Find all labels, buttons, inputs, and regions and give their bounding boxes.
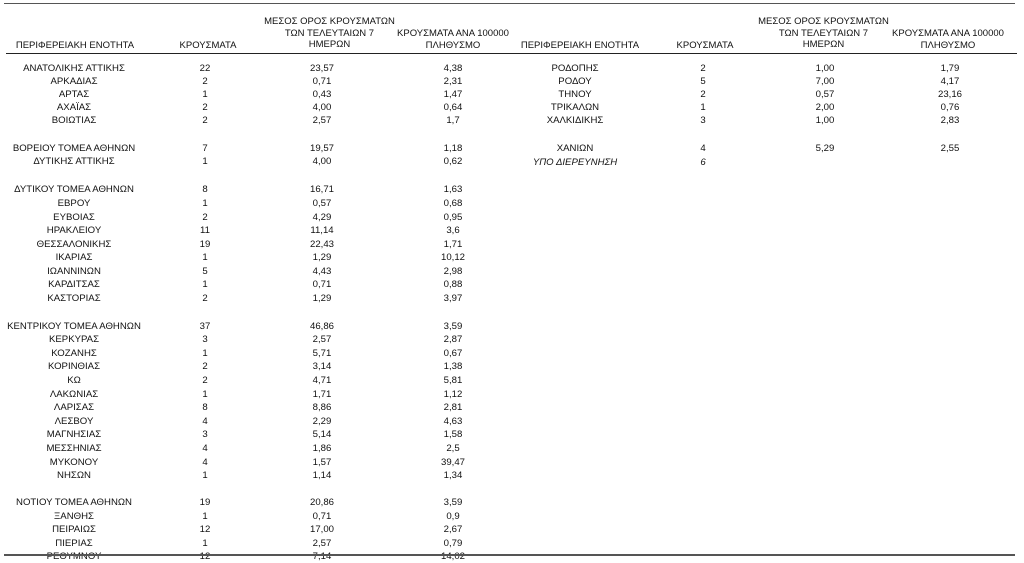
header-avg-line2: ΤΩΝ ΤΕΛΕΥΤΑΙΩΝ 7: [778, 27, 869, 39]
cell-region: ΝΟΤΙΟΥ ΤΟΜΕΑ ΑΘΗΝΩΝ: [16, 497, 132, 508]
cell-region: ΒΟΙΩΤΙΑΣ: [51, 115, 97, 126]
table-row: [0, 278, 1024, 291]
table-row: [0, 101, 1024, 114]
cell-per100k: 0,95: [443, 212, 463, 223]
cell-region: ΤΡΙΚΑΛΩΝ: [550, 102, 600, 113]
cell-region: ΤΗΝΟΥ: [558, 89, 592, 100]
cell-cases: 6: [700, 157, 706, 168]
cell-region: ΘΕΣΣΑΛΟΝΙΚΗΣ: [36, 239, 112, 250]
table-row: [0, 211, 1024, 224]
cell-avg7: 1,57: [312, 457, 332, 468]
table-row: [0, 401, 1024, 414]
header-avg-line1: ΜΕΣΟΣ ΟΡΟΣ ΚΡΟΥΣΜΑΤΩΝ: [264, 16, 395, 27]
table-row: [0, 88, 1024, 101]
cell-cases: 7: [202, 143, 208, 154]
cell-cases: 1: [202, 470, 208, 481]
table-row: [0, 550, 1024, 563]
header-avg-line3: ΗΜΕΡΩΝ: [308, 39, 351, 50]
table-row: [0, 114, 1024, 127]
cell-region: ΛΕΣΒΟΥ: [54, 416, 94, 427]
cell-avg7: 2,57: [312, 538, 332, 549]
cell-region: ΥΠΟ ΔΙΕΡΕΥΝΗΣΗ: [532, 157, 618, 168]
cell-avg7: 20,86: [309, 497, 335, 508]
cell-per100k: 1,7: [446, 115, 460, 126]
cell-avg7: 17,00: [309, 524, 335, 535]
cell-per100k: 4,38: [443, 63, 463, 74]
cell-avg7: 3,14: [312, 361, 332, 372]
cell-region: ΠΕΙΡΑΙΩΣ: [52, 524, 96, 535]
cell-region: ΑΡΚΑΔΙΑΣ: [50, 76, 98, 87]
cell-avg7: 2,57: [312, 115, 332, 126]
cell-cases: 1: [202, 511, 208, 522]
cell-cases: 1: [202, 89, 208, 100]
cell-avg7: 11,14: [310, 225, 334, 236]
cell-per100k: 0,68: [443, 198, 463, 209]
cell-avg7: 4,71: [312, 375, 332, 386]
cell-region: ΑΧΑΪΑΣ: [56, 102, 92, 113]
cell-per100k: 14,02: [440, 551, 466, 562]
cell-per100k: 2,83: [940, 115, 960, 126]
table-row: [0, 347, 1024, 360]
table-row: [0, 415, 1024, 428]
cell-region: ΞΑΝΘΗΣ: [54, 511, 94, 522]
cell-region: ΜΑΓΝΗΣΙΑΣ: [46, 429, 102, 440]
cell-region: ΚΟΡΙΝΘΙΑΣ: [47, 361, 101, 372]
cell-cases: 3: [202, 334, 208, 345]
cell-per100k: 1,63: [443, 184, 463, 195]
table-row: [0, 388, 1024, 401]
cell-cases: 1: [202, 389, 208, 400]
cell-cases: 1: [202, 279, 208, 290]
cell-region: ΧΑΝΙΩΝ: [556, 143, 594, 154]
cell-per100k: 2,31: [443, 76, 463, 87]
table-row: [0, 292, 1024, 305]
table-row: [0, 238, 1024, 251]
cell-avg7: 0,71: [312, 76, 332, 87]
cell-cases: 11: [200, 225, 210, 236]
cell-cases: 19: [199, 239, 211, 250]
cell-cases: 2: [202, 102, 208, 113]
cell-cases: 12: [199, 524, 211, 535]
table-row: [0, 183, 1024, 196]
header-underline-left: [6, 53, 519, 54]
cell-avg7: 0,71: [312, 511, 332, 522]
cell-avg7: 1,14: [312, 470, 332, 481]
cell-avg7: 4,00: [312, 156, 332, 167]
cell-avg7: 1,29: [312, 293, 332, 304]
cell-per100k: 4,63: [443, 416, 463, 427]
cell-per100k: 1,47: [443, 89, 463, 100]
table-row: [0, 360, 1024, 373]
cell-avg7: 23,57: [309, 63, 335, 74]
cell-per100k: 3,59: [443, 497, 463, 508]
cell-cases: 5: [700, 76, 706, 87]
cell-cases: 37: [199, 321, 211, 332]
cell-avg7: 22,43: [309, 239, 335, 250]
cell-avg7: 0,57: [312, 198, 332, 209]
cell-avg7: 46,86: [309, 321, 335, 332]
cell-avg7: 1,29: [312, 252, 332, 263]
cell-region: ΗΡΑΚΛΕΙΟΥ: [46, 225, 102, 236]
cell-region: ΙΚΑΡΙΑΣ: [55, 252, 93, 263]
cell-per100k: 2,67: [443, 524, 463, 535]
cell-avg7: 1,00: [815, 63, 835, 74]
cell-cases: 4: [202, 443, 208, 454]
cell-cases: 3: [700, 115, 706, 126]
cell-avg7: 19,57: [309, 143, 335, 154]
top-rule: [4, 3, 1015, 4]
cell-cases: 2: [202, 115, 208, 126]
cell-cases: 8: [202, 402, 208, 413]
cell-per100k: 1,58: [443, 429, 463, 440]
cell-cases: 1: [202, 348, 208, 359]
table-row: [0, 442, 1024, 455]
cell-cases: 1: [202, 156, 208, 167]
header-avg-left: [262, 16, 397, 51]
cell-cases: 12: [199, 551, 211, 562]
cell-per100k: 2,81: [443, 402, 463, 413]
table-row: [0, 320, 1024, 333]
cell-cases: 2: [202, 212, 208, 223]
table-row: [0, 251, 1024, 264]
cell-region: ΚΕΡΚΥΡΑΣ: [48, 334, 100, 345]
cell-per100k: 0,62: [443, 156, 463, 167]
cell-per100k: 0,88: [443, 279, 463, 290]
cell-region: ΔΥΤΙΚΟΥ ΤΟΜΕΑ ΑΘΗΝΩΝ: [14, 184, 134, 195]
cell-region: ΚΩ: [67, 375, 81, 386]
cell-region: ΒΟΡΕΙΟΥ ΤΟΜΕΑ ΑΘΗΝΩΝ: [12, 143, 136, 154]
table-row: [0, 156, 1024, 169]
cell-avg7: 2,57: [312, 334, 332, 345]
table-row: [0, 333, 1024, 346]
header-avg-right: [756, 16, 891, 51]
cell-per100k: 3,6: [446, 225, 460, 236]
cell-per100k: 1,71: [443, 239, 463, 250]
cell-cases: 8: [202, 184, 208, 195]
header-per100k-line1: ΚΡΟΥΣΜΑΤΑ ΑΝΑ 100000: [397, 28, 509, 39]
table-row: [0, 523, 1024, 536]
header-avg-line3: ΗΜΕΡΩΝ: [802, 39, 845, 50]
header-per100k-line2: ΠΛΗΘΥΣΜΟ: [920, 39, 976, 51]
cell-per100k: 2,5: [446, 443, 460, 454]
cell-avg7: 4,29: [312, 212, 332, 223]
cell-avg7: 5,14: [312, 429, 332, 440]
cell-per100k: 1,18: [443, 143, 463, 154]
cell-cases: 2: [202, 76, 208, 87]
cell-per100k: 10,12: [440, 252, 466, 263]
cell-per100k: 1,34: [443, 470, 463, 481]
cell-avg7: 4,00: [312, 102, 332, 113]
cell-per100k: 0,64: [443, 102, 463, 113]
cell-region: ΝΗΣΩΝ: [57, 470, 91, 481]
header-underline-right: [517, 53, 1017, 54]
table-row: [0, 75, 1024, 88]
cell-per100k: 2,98: [443, 266, 463, 277]
cell-region: ΛΑΚΩΝΙΑΣ: [49, 389, 99, 400]
cell-per100k: 2,55: [940, 143, 960, 154]
cell-avg7: 1,00: [815, 115, 835, 126]
table-row: [0, 224, 1024, 237]
cell-per100k: 4,17: [940, 76, 960, 87]
cell-region: ΕΥΒΟΙΑΣ: [53, 212, 95, 223]
table-row: [0, 265, 1024, 278]
bottom-rule: [4, 554, 1015, 556]
cell-region: ΡΟΔΟΠΗΣ: [551, 63, 599, 74]
cell-cases: 1: [202, 538, 208, 549]
cell-per100k: 2,87: [443, 334, 463, 345]
cell-cases: 3: [202, 429, 208, 440]
cell-region: ΜΕΣΣΗΝΙΑΣ: [46, 443, 102, 454]
cell-per100k: 0,76: [940, 102, 960, 113]
cell-avg7: 16,71: [309, 184, 335, 195]
header-cases-left: ΚΡΟΥΣΜΑΤΑ: [179, 40, 237, 51]
cell-region: ΧΑΛΚΙΔΙΚΗΣ: [546, 115, 604, 126]
cell-per100k: 1,79: [940, 63, 960, 74]
header-per100k-line1: ΚΡΟΥΣΜΑΤΑ ΑΝΑ 100000: [892, 28, 1004, 39]
cell-region: ΚΟΖΑΝΗΣ: [51, 348, 97, 359]
header-per100k-line2: ΠΛΗΘΥΣΜΟ: [425, 39, 481, 51]
header-cases-right: ΚΡΟΥΣΜΑΤΑ: [676, 40, 734, 51]
cell-region: ΑΝΑΤΟΛΙΚΗΣ ΑΤΤΙΚΗΣ: [23, 63, 125, 74]
cell-avg7: 5,71: [312, 348, 332, 359]
cell-cases: 2: [202, 361, 208, 372]
table-row: [0, 374, 1024, 387]
cell-avg7: 1,71: [312, 389, 332, 400]
cell-region: ΚΑΣΤΟΡΙΑΣ: [47, 293, 101, 304]
cell-avg7: 2,29: [312, 416, 332, 427]
cell-region: ΑΡΤΑΣ: [58, 89, 90, 100]
table-row: [0, 62, 1024, 75]
cell-cases: 1: [700, 102, 706, 113]
cell-region: ΙΩΑΝΝΙΝΩΝ: [47, 266, 101, 277]
header-avg-line2: ΤΩΝ ΤΕΛΕΥΤΑΙΩΝ 7: [284, 27, 375, 39]
cell-avg7: 0,71: [312, 279, 332, 290]
cell-per100k: 0,67: [443, 348, 463, 359]
header-region-left: ΠΕΡΙΦΕΡΕΙΑΚΗ ΕΝΟΤΗΤΑ: [15, 40, 135, 51]
cell-avg7: 2,00: [815, 102, 835, 113]
cell-per100k: 0,9: [446, 511, 460, 522]
cell-avg7: 7,14: [312, 551, 332, 562]
cell-region: ΜΥΚΟΝΟΥ: [49, 457, 99, 468]
header-region-right: ΠΕΡΙΦΕΡΕΙΑΚΗ ΕΝΟΤΗΤΑ: [520, 40, 640, 51]
cell-per100k: 1,38: [443, 361, 463, 372]
cell-per100k: 1,12: [443, 389, 463, 400]
cell-per100k: 5,81: [443, 375, 463, 386]
cell-region: ΡΕΘΥΜΝΟΥ: [46, 551, 102, 562]
table-row: [0, 510, 1024, 523]
table-row: [0, 456, 1024, 469]
cell-avg7: 4,43: [312, 266, 332, 277]
cell-region: ΚΕΝΤΡΙΚΟΥ ΤΟΜΕΑ ΑΘΗΝΩΝ: [7, 321, 141, 332]
cell-per100k: 3,97: [443, 293, 463, 304]
cell-cases: 4: [202, 416, 208, 427]
cell-cases: 4: [202, 457, 208, 468]
cell-avg7: 5,29: [815, 143, 835, 154]
cell-avg7: 8,86: [312, 402, 332, 413]
cell-region: ΚΑΡΔΙΤΣΑΣ: [48, 279, 100, 290]
cell-cases: 2: [700, 63, 706, 74]
cell-cases: 19: [199, 497, 211, 508]
cell-cases: 2: [202, 375, 208, 386]
cell-per100k: 3,59: [443, 321, 463, 332]
table-row: [0, 496, 1024, 509]
cell-per100k: 23,16: [937, 89, 963, 100]
cell-avg7: 0,43: [312, 89, 332, 100]
cell-cases: 2: [202, 293, 208, 304]
cell-per100k: 39,47: [440, 457, 466, 468]
cell-cases: 2: [700, 89, 706, 100]
cell-region: ΛΑΡΙΣΑΣ: [53, 402, 95, 413]
table-row: [0, 428, 1024, 441]
cell-cases: 22: [199, 63, 211, 74]
table-row: [0, 469, 1024, 482]
cell-cases: 5: [202, 266, 208, 277]
cell-per100k: 0,79: [443, 538, 463, 549]
header-avg-line1: ΜΕΣΟΣ ΟΡΟΣ ΚΡΟΥΣΜΑΤΩΝ: [758, 16, 889, 27]
cell-region: ΡΟΔΟΥ: [558, 76, 592, 87]
header-per100k-left: [385, 28, 521, 51]
cell-cases: 1: [202, 198, 208, 209]
cell-region: ΕΒΡΟΥ: [57, 198, 91, 209]
table-row: [0, 197, 1024, 210]
cell-avg7: 7,00: [815, 76, 835, 87]
cell-avg7: 0,57: [815, 89, 835, 100]
cell-cases: 4: [700, 143, 706, 154]
cell-region: ΠΙΕΡΙΑΣ: [55, 538, 93, 549]
cell-region: ΔΥΤΙΚΗΣ ΑΤΤΙΚΗΣ: [33, 156, 115, 167]
cell-avg7: 1,86: [312, 443, 332, 454]
table-row: [0, 537, 1024, 550]
header-per100k-right: [880, 28, 1016, 51]
cell-cases: 1: [202, 252, 208, 263]
table-row: [0, 142, 1024, 155]
